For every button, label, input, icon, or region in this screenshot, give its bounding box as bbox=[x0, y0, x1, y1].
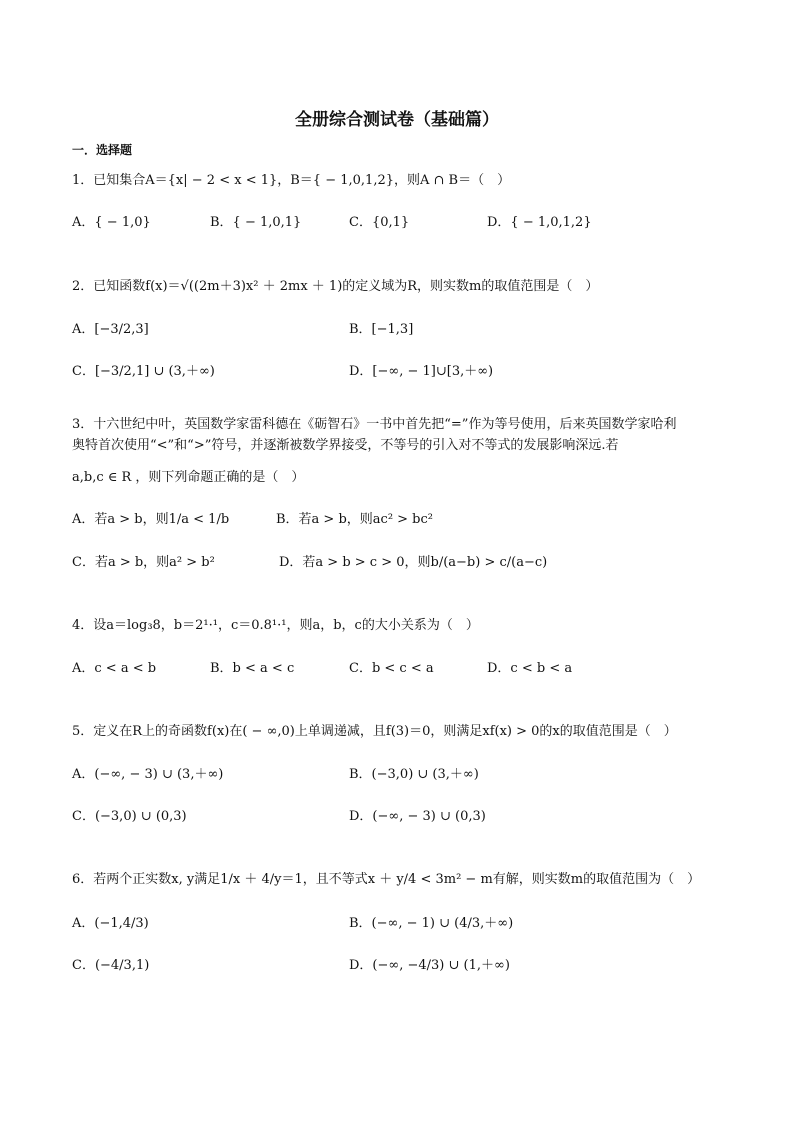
question-3-option-b: B．若a > b，则ac² > bc² bbox=[276, 512, 433, 527]
question-1-option-b: B．{ − 1,0,1} bbox=[210, 215, 302, 230]
question-1-option-a: A．{ − 1,0} bbox=[72, 215, 151, 230]
question-2-stem: 2．已知函数f(x)＝√((2m＋3)x² ＋ 2mx ＋ 1)的定义域为R，则实数m的取值范围是（ ） bbox=[72, 279, 599, 294]
question-6-stem: 6．若两个正实数x, y满足1/x ＋ 4/y＝1，且不等式x ＋ y/4 < 3m² − m有解，则实数m的取值范围为（ ） bbox=[72, 872, 701, 887]
question-5-option-b: B．(−3,0) ∪ (3,＋∞) bbox=[349, 767, 479, 782]
question-5-option-a: A．(−∞, − 3) ∪ (3,＋∞) bbox=[72, 767, 224, 782]
question-2-option-a: A．[−3/2,3] bbox=[72, 322, 149, 337]
question-5-option-c: C．(−3,0) ∪ (0,3) bbox=[72, 809, 187, 824]
question-1-option-c: C．{0,1} bbox=[349, 215, 410, 230]
question-4-stem: 4．设a＝log₃8，b＝2¹·¹，c＝0.8¹·¹，则a，b，c的大小关系为（ ） bbox=[72, 618, 479, 633]
question-3-stem-line-2: 奥特首次使用“<”和“>”符号，并逐渐被数学界接受，不等号的引入对不等式的发展影响深远.若 bbox=[72, 438, 619, 453]
question-6-option-c: C．(−4/3,1) bbox=[72, 958, 150, 973]
section-heading: 一．选择题 bbox=[72, 143, 133, 157]
question-3-stem-line-1: 3．十六世纪中叶，英国数学家雷科德在《砺智石》一书中首先把“=”作为等号使用，后来英国数学家哈利 bbox=[72, 417, 677, 432]
question-5-option-d: D．(−∞, − 3) ∪ (0,3) bbox=[349, 809, 486, 824]
question-3-option-c: C．若a > b，则a² > b² bbox=[72, 555, 215, 570]
question-3-option-a: A．若a > b，则1/a < 1/b bbox=[72, 512, 230, 527]
question-3-stem-line-3: a,b,c ∈ R ，则下列命题正确的是（ ） bbox=[72, 470, 305, 485]
question-2-option-b: B．[−1,3] bbox=[349, 322, 414, 337]
question-4-option-c: C．b < c < a bbox=[349, 661, 434, 676]
question-1-option-d: D．{ − 1,0,1,2} bbox=[487, 215, 592, 230]
question-2-option-d: D．[−∞, − 1]∪[3,＋∞) bbox=[349, 364, 494, 379]
question-6-option-b: B．(−∞, − 1) ∪ (4/3,＋∞) bbox=[349, 916, 514, 931]
question-1-stem: 1．已知集合A＝{x| − 2 < x < 1}，B＝{ − 1,0,1,2}，则A ∩ B＝（ ） bbox=[72, 173, 511, 188]
question-4-option-a: A．c < a < b bbox=[72, 661, 157, 676]
question-6-option-a: A．(−1,4/3) bbox=[72, 916, 149, 931]
question-5-stem: 5．定义在R上的奇函数f(x)在( − ∞,0)上单调递减，且f(3)＝0，则满足xf(x) > 0的x的取值范围是（ ） bbox=[72, 724, 677, 739]
question-4-option-b: B．b < a < c bbox=[210, 661, 295, 676]
question-2-option-c: C．[−3/2,1] ∪ (3,＋∞) bbox=[72, 364, 215, 379]
question-4-option-d: D．c < b < a bbox=[487, 661, 573, 676]
question-6-option-d: D．(−∞, −4/3) ∪ (1,＋∞) bbox=[349, 958, 510, 973]
question-3-option-d: D．若a > b > c > 0，则b/(a−b) > c/(a−c) bbox=[279, 555, 548, 570]
page-title: 全册综合测试卷（基础篇） bbox=[295, 110, 499, 130]
